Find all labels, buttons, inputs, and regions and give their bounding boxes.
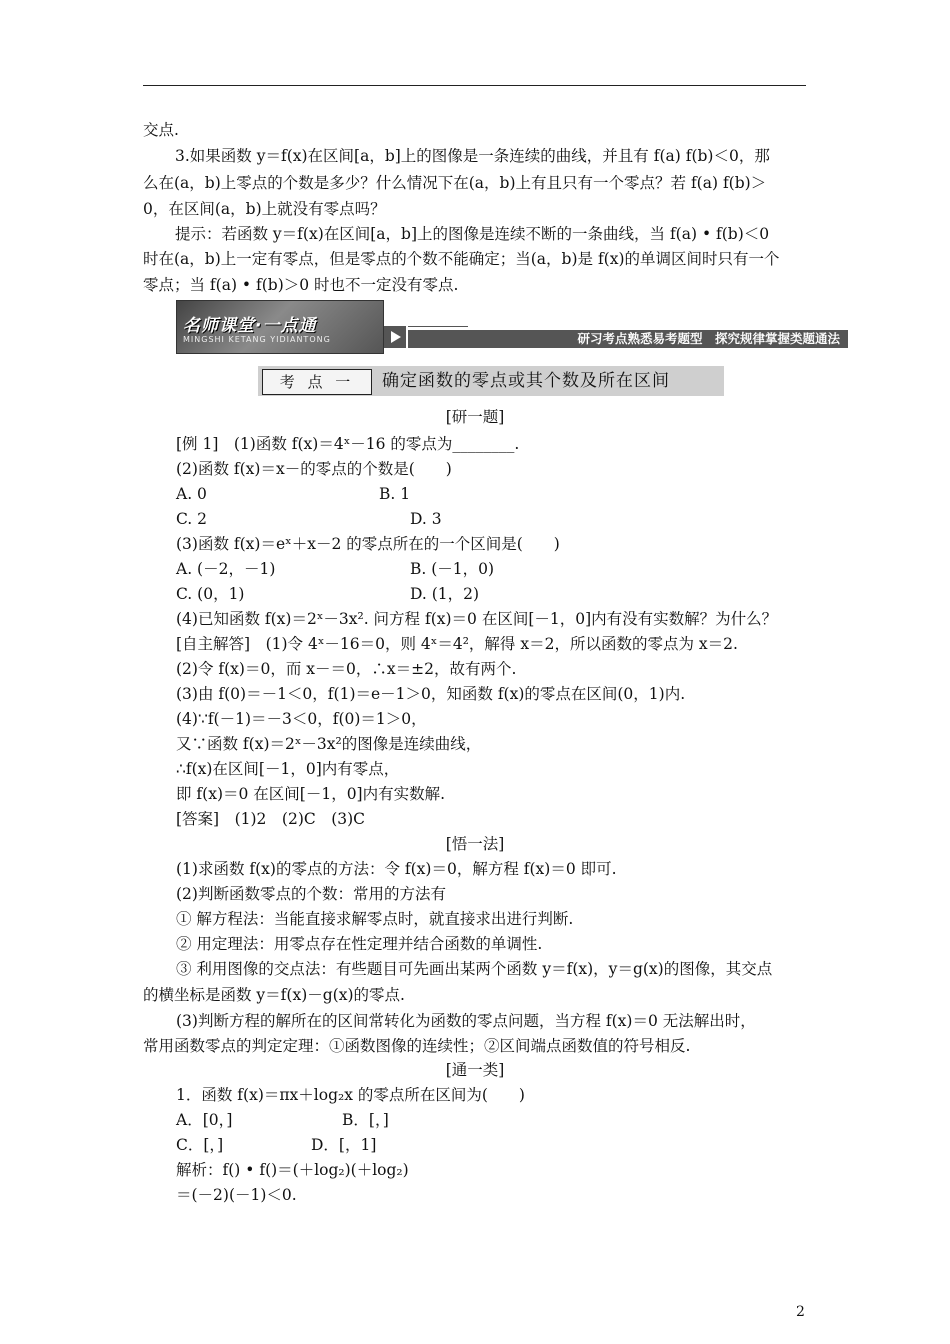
option: C. 2 [176, 510, 208, 528]
text-line: ① 解方程法：当能直接求解零点时，就直接求出进行判断. [176, 910, 574, 928]
option: A. 0 [176, 485, 207, 503]
example-1: [例 1] (1)函数 f(x)＝4ˣ－16 的零点为________. [176, 435, 520, 453]
kaodian-label: 考 点 一 [262, 369, 372, 395]
option: B. (－1，0) [410, 560, 495, 578]
text-line: (2)令 f(x)＝0，而 x－＝0，∴x＝±2，故有两个. [176, 660, 517, 678]
section-heading: [研一题] [445, 408, 505, 426]
option: B．[，] [342, 1111, 389, 1129]
text-line: 零点；当 f(a) • f(b)＞0 时也不一定没有零点. [143, 276, 459, 294]
text-line: ③ 利用图像的交点法：有些题目可先画出某两个函数 y＝f(x)，y＝g(x)的图像，其交点 [176, 960, 773, 978]
banner-slogan: 研习考点熟悉易考题型 探究规律掌握类题通法 [577, 331, 840, 346]
text-line: (4)∵f(－1)＝－3＜0，f(0)＝1＞0， [176, 710, 427, 728]
text-line: (3)判断方程的解所在的区间常转化为函数的零点问题，当方程 f(x)＝0 无法解出时， [176, 1012, 756, 1030]
header-rule [143, 85, 806, 86]
text-line: 常用函数零点的判定定理：①函数图像的连续性；②区间端点函数值的符号相反. [143, 1037, 691, 1055]
kaodian-title: 确定函数的零点或其个数及所在区间 [382, 371, 670, 391]
text-line: 么在(a，b)上零点的个数是多少？什么情况下在(a，b)上有且只有一个零点？若 f(a) f(b)＞ [143, 174, 767, 192]
option: D．[，1] [311, 1136, 377, 1154]
section-heading: [通一类] [445, 1061, 505, 1079]
option: D. (1，2) [410, 585, 480, 603]
text-line: 交点. [143, 121, 179, 139]
banner-bar [408, 330, 848, 348]
text-line: 即 f(x)＝0 在区间[－1，0]内有实数解. [176, 785, 446, 803]
option: B. 1 [379, 485, 411, 503]
text-line: (3)由 f(0)＝－1＜0，f(1)＝e－1＞0，知函数 f(x)的零点在区间(0，1)内. [176, 685, 686, 703]
banner-logo [176, 300, 384, 354]
page-number: 2 [796, 1304, 805, 1320]
text-line: 时在(a，b)上一定有零点，但是零点的个数不能确定；当(a，b)是 f(x)的单调区间时只有一个 [143, 250, 780, 268]
section-heading: [悟一法] [445, 835, 505, 853]
text-line: 的横坐标是函数 y＝f(x)－g(x)的零点. [143, 986, 405, 1004]
option: C．[，] [176, 1136, 224, 1154]
text-line: 解析：f() • f()＝(＋log₂)(＋log₂) [176, 1161, 409, 1179]
kaodian-header [258, 366, 724, 396]
play-arrow-icon [384, 326, 406, 348]
text-line: ＝(－2)(－1)＜0. [176, 1186, 297, 1204]
text-line: 又∵函数 f(x)＝2ˣ－3x²的图像是连续曲线， [176, 735, 482, 753]
option: A. (－2，－1) [176, 560, 276, 578]
answer-line: [答案] (1)2 (2)C (3)C [176, 810, 366, 828]
option: D. 3 [410, 510, 442, 528]
text-line: (4)已知函数 f(x)＝2ˣ－3x². 问方程 f(x)＝0 在区间[－1，0]内有没有实数解？为什么？ [176, 610, 778, 628]
text-line: (3)函数 f(x)＝eˣ＋x－2 的零点所在的一个区间是( ) [176, 535, 560, 553]
option: C. (0，1) [176, 585, 245, 603]
text-line: 0，在区间(a，b)上就没有零点吗？ [143, 200, 386, 218]
text-line: ② 用定理法：用零点存在性定理并结合函数的单调性. [176, 935, 543, 953]
option: A．[0，] [176, 1111, 233, 1129]
banner-title: 名师课堂·一点通 [183, 316, 317, 336]
text-line: (2)函数 f(x)＝x－的零点的个数是( ) [176, 460, 452, 478]
banner-subtitle: MINGSHI KETANG YIDIANTONG [183, 335, 331, 344]
hint-line: 提示：若函数 y＝f(x)在区间[a，b]上的图像是连续不断的一条曲线，当 f(a) • f(b)＜0 [175, 225, 770, 243]
text-line: ∴f(x)在区间[－1，0]内有零点， [176, 760, 400, 778]
text-line: [自主解答] (1)令 4ˣ－16＝0，则 4ˣ＝4²，解得 x＝2，所以函数的零点为 x＝2. [176, 635, 738, 653]
question-3: 3.如果函数 y＝f(x)在区间[a，b]上的图像是一条连续的曲线，并且有 f(a) f(b)＜0，那 [175, 147, 770, 165]
exercise-1: 1．函数 f(x)＝πx＋log₂x 的零点所在区间为( ) [176, 1086, 525, 1104]
section-banner [176, 300, 848, 354]
text-line: (2)判断函数零点的个数：常用的方法有 [176, 885, 446, 903]
text-line: (1)求函数 f(x)的零点的方法：令 f(x)＝0，解方程 f(x)＝0 即可. [176, 860, 617, 878]
